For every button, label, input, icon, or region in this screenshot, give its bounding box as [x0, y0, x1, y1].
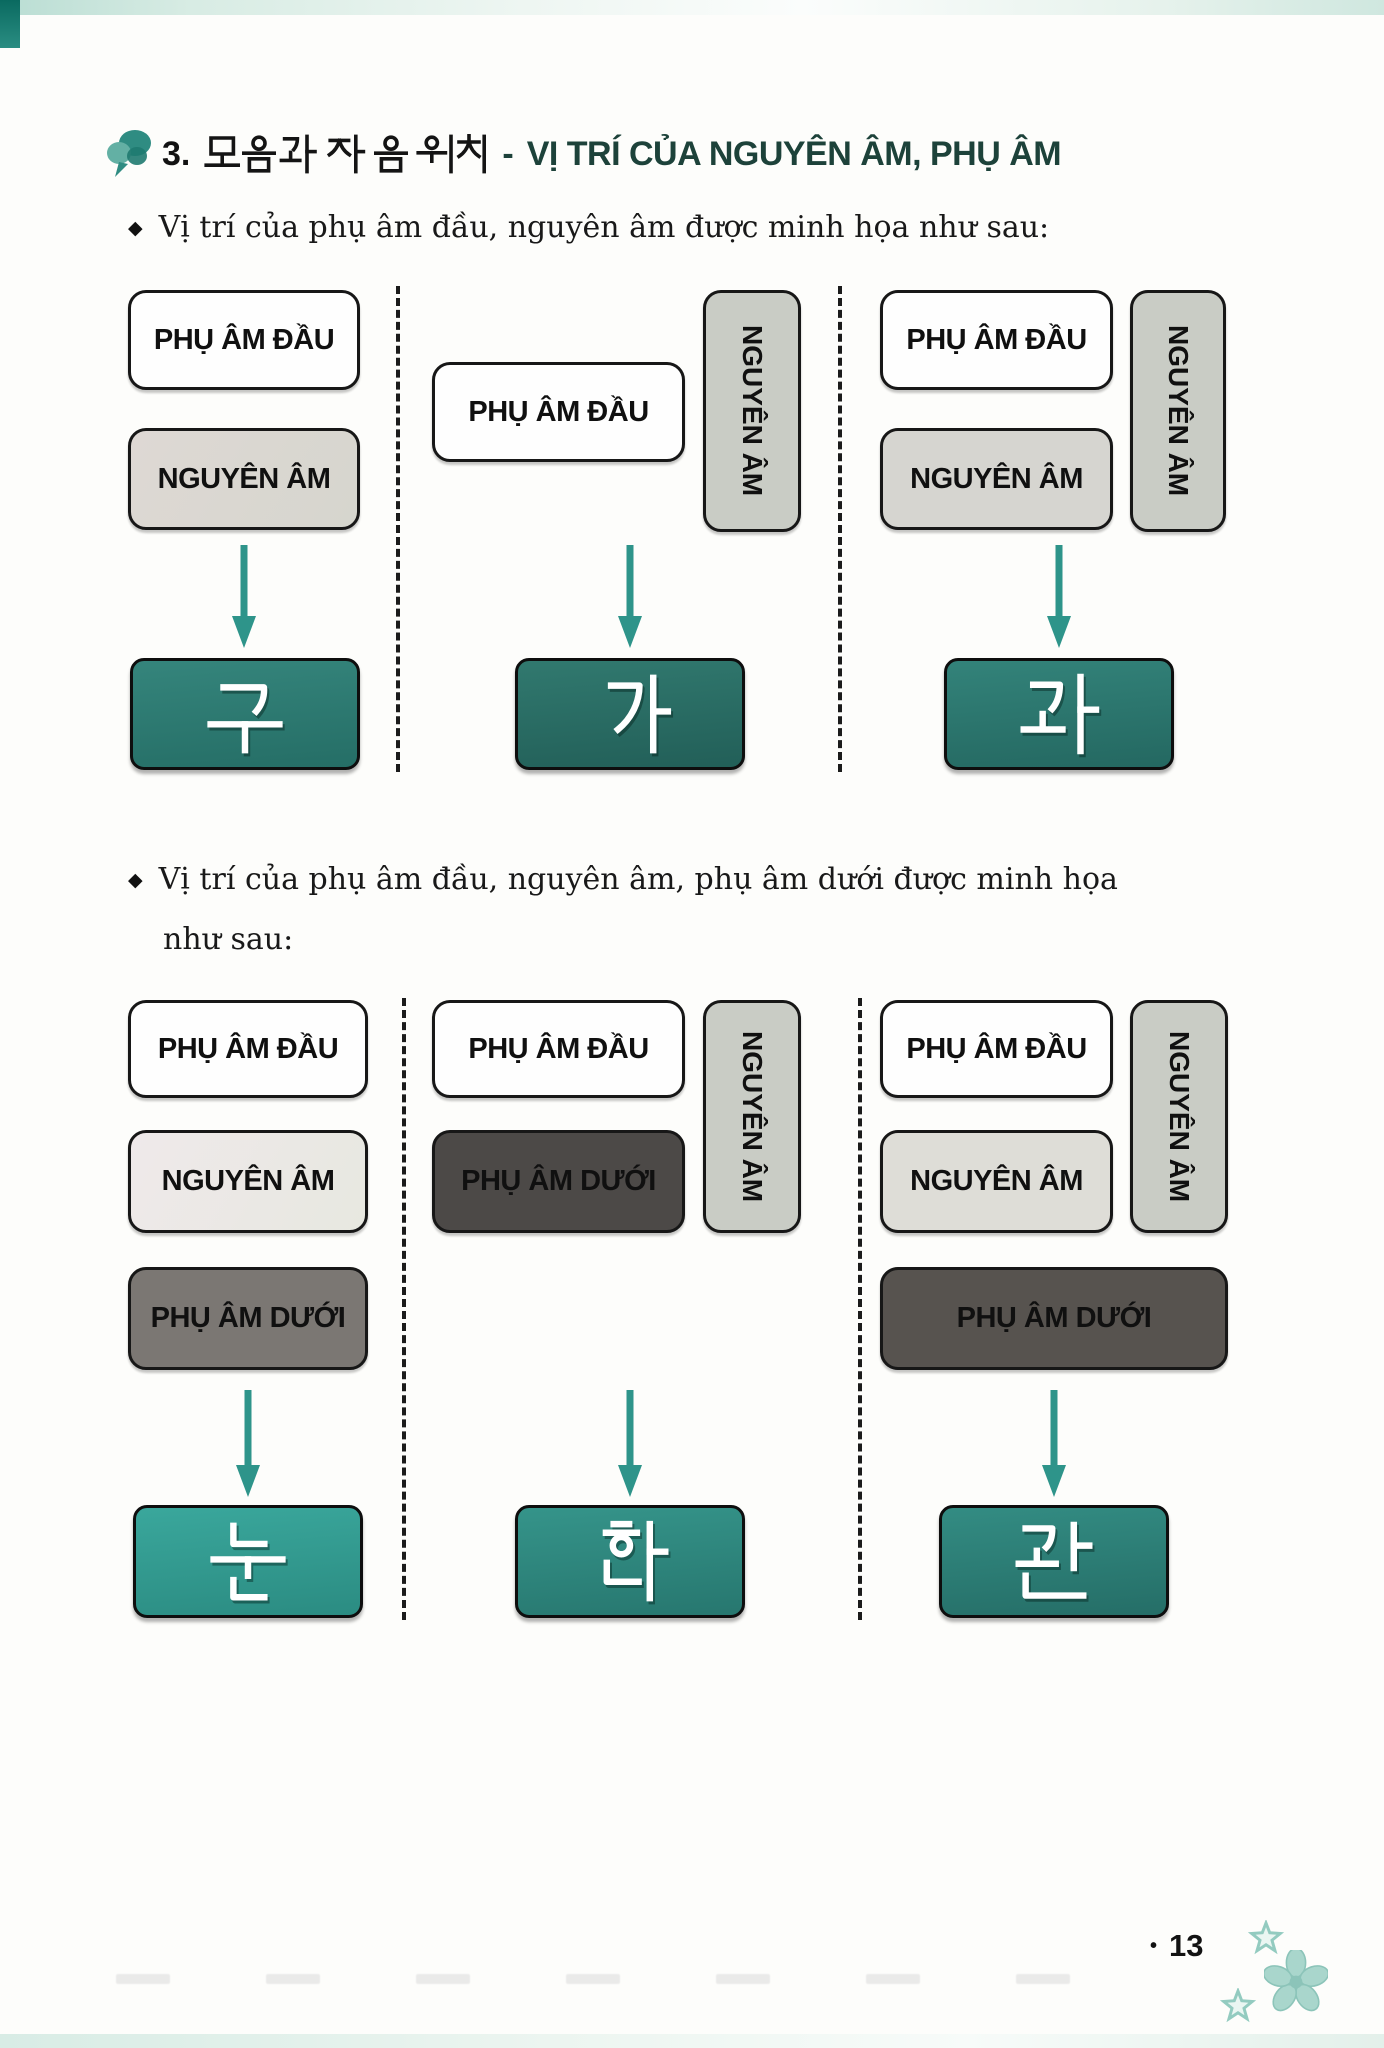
- diamond-bullet-icon: ◆: [128, 869, 143, 891]
- hangul-gwa-graphic: [1016, 671, 1102, 757]
- down-arrow-icon: [617, 545, 643, 649]
- down-arrow-icon: [617, 1390, 643, 1498]
- hangul-gwan-graphic: [1011, 1519, 1097, 1605]
- dashed-divider: [858, 998, 862, 1620]
- down-arrow-icon: [1046, 545, 1072, 649]
- result-syllable-box: [515, 1505, 745, 1618]
- dashed-divider: [838, 286, 842, 772]
- top-left-teal-block: [0, 0, 20, 48]
- title-separator: -: [502, 134, 514, 173]
- vowel-box: NGUYÊN ÂM: [880, 1130, 1113, 1233]
- section1-intro: [128, 210, 1049, 245]
- hangul-han-graphic: [587, 1519, 673, 1605]
- diamond-bullet-icon: ◆: [128, 217, 143, 239]
- dashed-divider: [402, 998, 406, 1620]
- speech-bubbles-icon: [106, 128, 154, 180]
- final-consonant-box: PHỤ ÂM DƯỚI: [128, 1267, 368, 1370]
- title-vietnamese: VỊ TRÍ CỦA NGUYÊN ÂM, PHỤ ÂM: [526, 134, 1062, 173]
- section2-intro: [128, 862, 1118, 897]
- dashed-divider: [396, 286, 400, 772]
- final-consonant-box: PHỤ ÂM DƯỚI: [432, 1130, 685, 1233]
- vowel-box: NGUYÊN ÂM: [128, 428, 360, 530]
- initial-consonant-box: PHỤ ÂM ĐẦU: [432, 1000, 685, 1098]
- hangul-ga-graphic: [587, 671, 673, 757]
- section2-intro-line1: Vị trí của phụ âm đầu, nguyên âm, phụ âm dưới được minh họa: [158, 862, 1118, 897]
- section1-intro-text: Vị trí của phụ âm đầu, nguyên âm được minh họa như sau:: [158, 210, 1050, 245]
- initial-consonant-box: PHỤ ÂM ĐẦU: [880, 290, 1113, 390]
- section2-intro-line2: như sau:: [163, 922, 294, 957]
- page-number-bullet: •: [1150, 1934, 1158, 1957]
- result-syllable-box: [515, 658, 745, 770]
- flower-stamp-icon: [1220, 1988, 1256, 2024]
- vowel-box-vertical: NGUYÊN ÂM: [703, 1000, 801, 1233]
- top-edge-decoration: [0, 0, 1384, 15]
- hangul-gu-graphic: [202, 671, 288, 757]
- page-number-value: 13: [1169, 1928, 1204, 1963]
- vowel-box-vertical: NGUYÊN ÂM: [703, 290, 801, 532]
- vowel-box: NGUYÊN ÂM: [880, 428, 1113, 530]
- down-arrow-icon: [1041, 1390, 1067, 1498]
- section2-intro-continued: [163, 922, 293, 957]
- initial-consonant-box: PHỤ ÂM ĐẦU: [432, 362, 685, 462]
- vowel-box-vertical: NGUYÊN ÂM: [1130, 1000, 1228, 1233]
- down-arrow-icon: [231, 545, 257, 649]
- result-syllable-box: [130, 658, 360, 770]
- page-title: [162, 134, 1061, 174]
- hangul-nun-graphic: [205, 1519, 291, 1605]
- result-syllable-box: [133, 1505, 363, 1618]
- flower-stamp-icon: [1264, 1950, 1328, 2014]
- title-korean-graphic: [203, 134, 489, 174]
- print-artifact: [116, 1974, 1070, 1984]
- result-syllable-box: [939, 1505, 1169, 1618]
- title-number: 3.: [162, 134, 191, 173]
- vowel-box-vertical: NGUYÊN ÂM: [1130, 290, 1226, 532]
- result-syllable-box: [944, 658, 1174, 770]
- final-consonant-box: PHỤ ÂM DƯỚI: [880, 1267, 1228, 1370]
- initial-consonant-box: PHỤ ÂM ĐẦU: [128, 1000, 368, 1098]
- initial-consonant-box: PHỤ ÂM ĐẦU: [128, 290, 360, 390]
- bottom-edge-decoration: [0, 2034, 1384, 2048]
- page-number: [1150, 1928, 1204, 1964]
- vowel-box: NGUYÊN ÂM: [128, 1130, 368, 1233]
- initial-consonant-box: PHỤ ÂM ĐẦU: [880, 1000, 1113, 1098]
- down-arrow-icon: [235, 1390, 261, 1498]
